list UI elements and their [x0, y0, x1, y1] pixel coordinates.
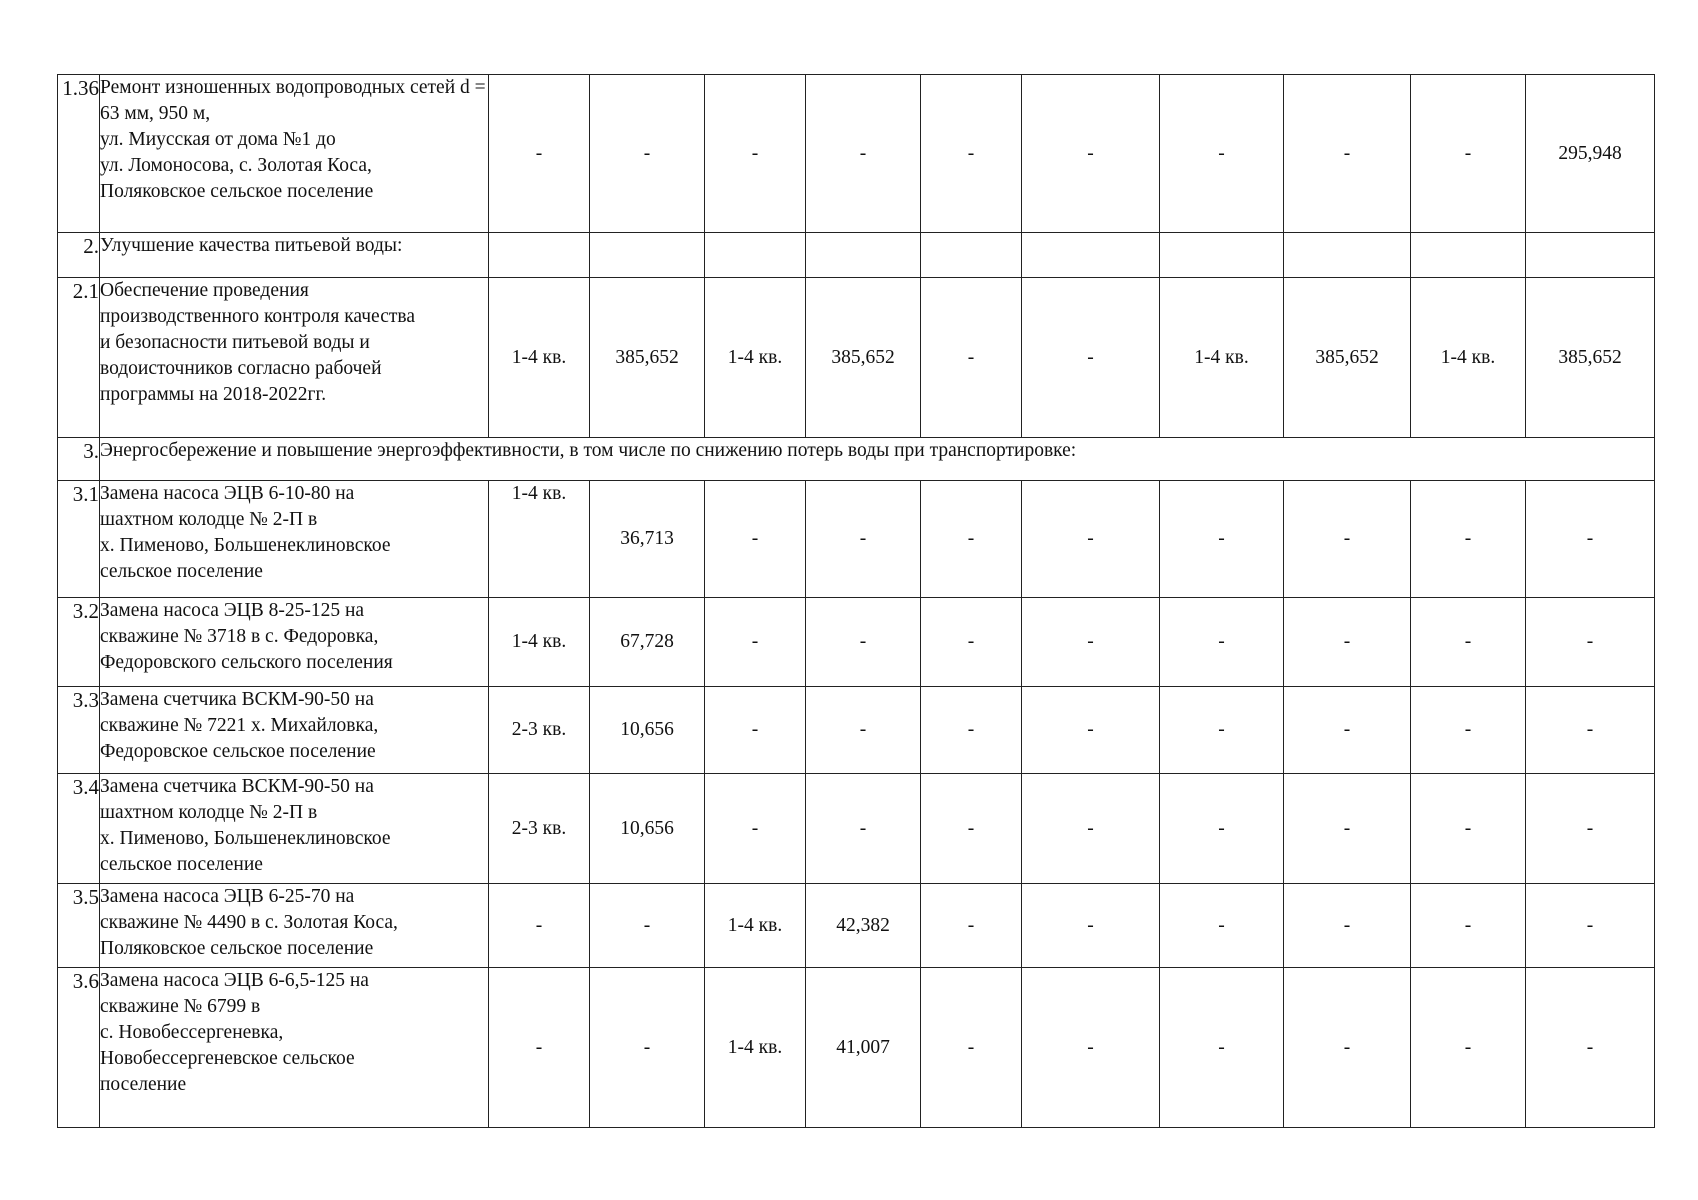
- value-cell: -: [1160, 968, 1284, 1128]
- row-number: 3.5: [58, 884, 100, 968]
- value-cell: 385,652: [590, 278, 705, 438]
- value-cell: [489, 233, 590, 278]
- row-description: [100, 687, 489, 774]
- value-cell: -: [1284, 481, 1411, 598]
- table-row: [58, 75, 1655, 233]
- row-number: 3.2: [58, 598, 100, 687]
- value-cell: -: [1526, 884, 1655, 968]
- value-cell: -: [590, 884, 705, 968]
- row-number: 3.: [58, 438, 100, 481]
- value-cell: 1-4 кв.: [1411, 278, 1526, 438]
- table-row: [58, 687, 1655, 774]
- value-cell: -: [1411, 884, 1526, 968]
- row-description: [100, 598, 489, 687]
- value-cell: -: [1284, 75, 1411, 233]
- value-cell: -: [806, 75, 921, 233]
- row-description-text: Замена счетчика ВСКМ-90-50 на шахтном колодце № 2-П в х. Пименово, Большенеклиновское сельское поселение: [100, 776, 391, 875]
- value-cell: [1022, 233, 1160, 278]
- value-cell: 1-4 кв.: [705, 884, 806, 968]
- value-cell: -: [921, 278, 1022, 438]
- value-cell: -: [1526, 687, 1655, 774]
- value-cell: [806, 233, 921, 278]
- row-number: 3.3: [58, 687, 100, 774]
- value-cell: 1-4 кв.: [489, 278, 590, 438]
- value-cell: -: [590, 968, 705, 1128]
- row-description: [100, 774, 489, 884]
- value-cell: 1-4 кв.: [489, 598, 590, 687]
- value-cell: 2-3 кв.: [489, 687, 590, 774]
- row-description: [100, 884, 489, 968]
- value-cell: -: [489, 884, 590, 968]
- value-cell: 385,652: [1526, 278, 1655, 438]
- value-cell: -: [1022, 687, 1160, 774]
- value-cell: 36,713: [590, 481, 705, 598]
- value-cell: 2-3 кв.: [489, 774, 590, 884]
- value-cell: -: [705, 687, 806, 774]
- row-description: [100, 75, 489, 233]
- value-cell: [1160, 233, 1284, 278]
- value-cell: 1-4 кв.: [489, 481, 590, 598]
- value-cell: 1-4 кв.: [705, 278, 806, 438]
- value-cell: -: [705, 598, 806, 687]
- value-cell: 1-4 кв.: [1160, 278, 1284, 438]
- value-cell: [1526, 233, 1655, 278]
- row-description-text: Обеспечение проведения производственного контроля качества и безопасности питьевой воды и водоисточников согласно рабочей программы на 2018-2022гг.: [100, 280, 415, 405]
- value-cell: 41,007: [806, 968, 921, 1128]
- value-cell: -: [921, 884, 1022, 968]
- value-cell: -: [1526, 968, 1655, 1128]
- value-cell: -: [590, 75, 705, 233]
- value-cell: -: [1411, 75, 1526, 233]
- value-cell: -: [1022, 968, 1160, 1128]
- value-cell: -: [1284, 598, 1411, 687]
- row-number: 2.: [58, 233, 100, 278]
- value-cell: -: [806, 687, 921, 774]
- value-cell: -: [921, 598, 1022, 687]
- value-cell: -: [921, 687, 1022, 774]
- value-cell: -: [705, 481, 806, 598]
- value-cell: -: [1284, 687, 1411, 774]
- table-row: [58, 968, 1655, 1128]
- row-number: 2.1: [58, 278, 100, 438]
- value-cell: -: [705, 75, 806, 233]
- value-cell: -: [921, 75, 1022, 233]
- row-description: [100, 968, 489, 1128]
- row-description-text: Ремонт изношенных водопроводных сетей d = 63 мм, 950 м, ул. Миусская от дома №1 до ул. Ломоносова, с. Золотая Коса, Поляковское сельское поселение: [100, 77, 486, 202]
- value-cell: 42,382: [806, 884, 921, 968]
- value-cell: -: [1526, 598, 1655, 687]
- value-cell: -: [1160, 598, 1284, 687]
- value-cell: 67,728: [590, 598, 705, 687]
- value-cell: -: [806, 598, 921, 687]
- value-cell: -: [1022, 481, 1160, 598]
- value-cell: -: [1022, 278, 1160, 438]
- value-cell: [705, 233, 806, 278]
- row-description: [100, 481, 489, 598]
- row-description-text: Замена насоса ЭЦВ 8-25-125 на скважине № 3718 в с. Федоровка, Федоровского сельского поселения: [100, 600, 393, 673]
- value-cell: -: [921, 774, 1022, 884]
- value-cell: -: [1160, 75, 1284, 233]
- value-cell: -: [1411, 774, 1526, 884]
- value-cell: -: [806, 774, 921, 884]
- table-row: [58, 774, 1655, 884]
- row-number: 1.36: [58, 75, 100, 233]
- value-cell: -: [1411, 968, 1526, 1128]
- value-cell: -: [1411, 481, 1526, 598]
- value-cell: -: [1526, 774, 1655, 884]
- value-cell: 10,656: [590, 687, 705, 774]
- value-cell: -: [1160, 687, 1284, 774]
- value-cell: -: [1022, 774, 1160, 884]
- value-cell: 295,948: [1526, 75, 1655, 233]
- table-row: [58, 884, 1655, 968]
- value-cell: -: [1160, 884, 1284, 968]
- table-row: [58, 598, 1655, 687]
- value-cell: -: [1022, 75, 1160, 233]
- table-row: [58, 233, 1655, 278]
- value-cell: -: [1526, 481, 1655, 598]
- value-cell: -: [921, 481, 1022, 598]
- value-cell: [590, 233, 705, 278]
- value-cell: -: [921, 968, 1022, 1128]
- table-row: [58, 481, 1655, 598]
- value-cell: -: [1160, 774, 1284, 884]
- row-description: [100, 278, 489, 438]
- program-table: [57, 74, 1655, 1128]
- value-cell: 10,656: [590, 774, 705, 884]
- row-number: 3.1: [58, 481, 100, 598]
- value-cell: [1411, 233, 1526, 278]
- value-cell: -: [1022, 884, 1160, 968]
- value-cell: -: [1284, 968, 1411, 1128]
- value-cell: -: [1411, 687, 1526, 774]
- section-heading: Энергосбережение и повышение энергоэффективности, в том числе по снижению потерь воды при транспортировке:: [100, 438, 1655, 481]
- value-cell: 385,652: [806, 278, 921, 438]
- table-row: [58, 278, 1655, 438]
- value-cell: -: [1160, 481, 1284, 598]
- value-cell: [921, 233, 1022, 278]
- value-cell: 385,652: [1284, 278, 1411, 438]
- value-cell: -: [489, 75, 590, 233]
- row-description-text: Замена насоса ЭЦВ 6-10-80 на шахтном колодце № 2-П в х. Пименово, Большенеклиновское сельское поселение: [100, 483, 391, 582]
- value-cell: -: [1022, 598, 1160, 687]
- row-description-text: Замена счетчика ВСКМ-90-50 на скважине № 7221 х. Михайловка, Федоровское сельское поселение: [100, 689, 379, 762]
- row-description: Улучшение качества питьевой воды:: [100, 233, 489, 278]
- value-cell: -: [489, 968, 590, 1128]
- row-number: 3.4: [58, 774, 100, 884]
- value-cell: -: [1411, 598, 1526, 687]
- value-cell: -: [806, 481, 921, 598]
- value-cell: -: [1284, 774, 1411, 884]
- table-row: [58, 438, 1655, 481]
- row-number: 3.6: [58, 968, 100, 1128]
- value-cell: [1284, 233, 1411, 278]
- row-description-text: Замена насоса ЭЦВ 6-6,5-125 на скважине № 6799 в с. Новобессергеневка, Новобессергеневское сельское поселение: [100, 970, 369, 1095]
- value-cell: 1-4 кв.: [705, 968, 806, 1128]
- value-cell: -: [1284, 884, 1411, 968]
- value-cell: -: [705, 774, 806, 884]
- row-description-text: Замена насоса ЭЦВ 6-25-70 на скважине № 4490 в с. Золотая Коса, Поляковское сельское поселение: [100, 886, 398, 959]
